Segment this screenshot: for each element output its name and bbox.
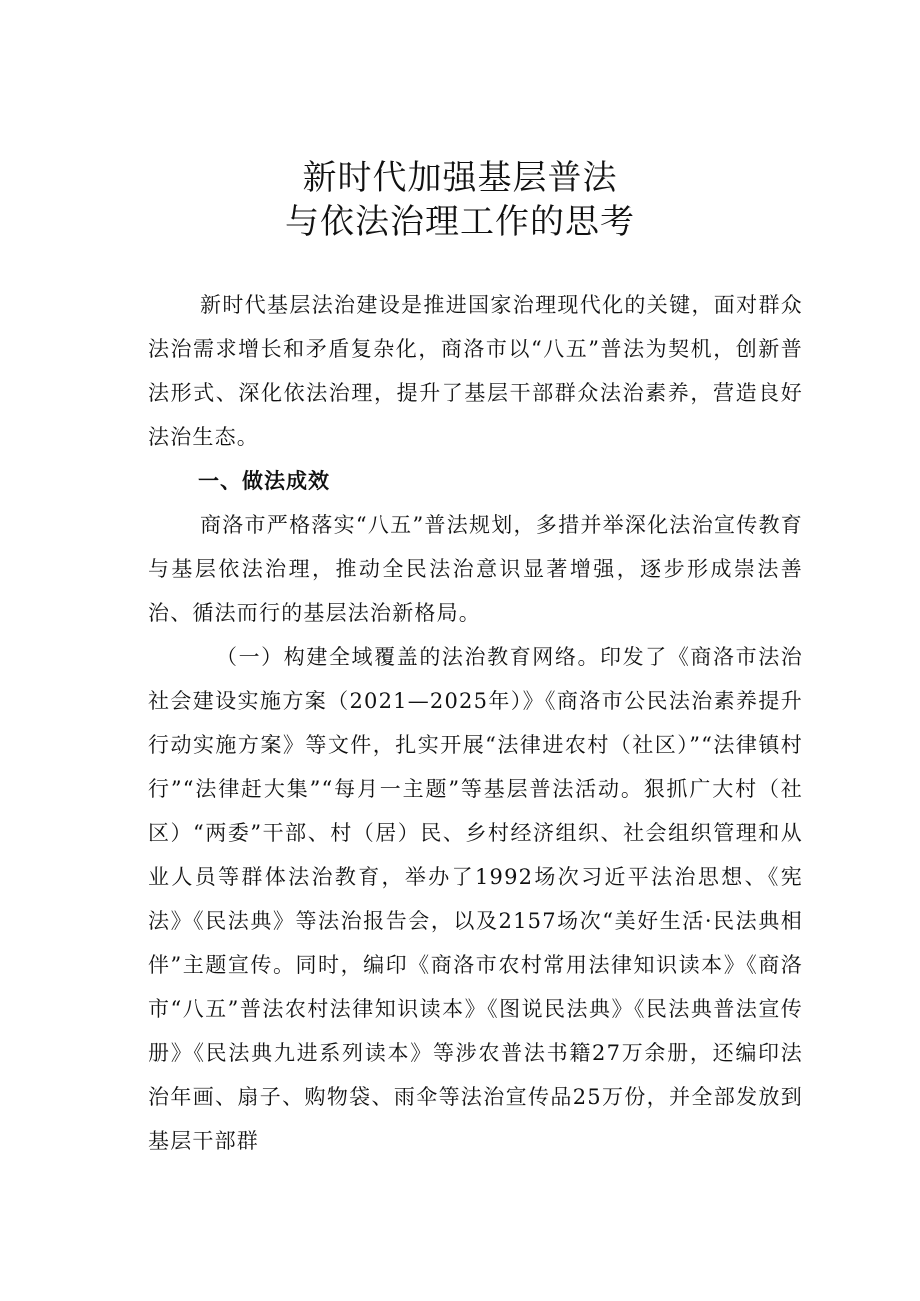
document-title-line-1: 新时代加强基层普法: [302, 158, 618, 198]
section-intro-paragraph: 商洛市严格落实“八五”普法规划，多措并举深化法治宣传教育与基层依法治理，推动全民法治意识显著增强，逐步形成崇法善治、循法而行的基层法治新格局。: [148, 513, 803, 625]
document-title-line-2: 与依法治理工作的思考: [285, 202, 635, 242]
intro-paragraph: 新时代基层法治建设是推进国家治理现代化的关键，面对群众法治需求增长和矛盾复杂化，商洛市以“八五”普法为契机，创新普法形式、深化依法治理，提升了基层干部群众法治素养，营造良好法治生态。: [148, 293, 803, 449]
subsection-paragraph: （一）构建全域覆盖的法治教育网络。印发了《商洛市法治社会建设实施方案（2021—2025年）》《商洛市公民法治素养提升行动实施方案》等文件，扎实开展“法律进农村（社区）”“法律镇村行”“法律赶大集”“每月一主题”等基层普法活动。狠抓广大村（社区）“两委”干部、村（居）民、乡村经济组织、社会组织管理和从业人员等群体法治教育，举办了1992场次习近平法治思想、《宪法》《民法典》等法治报告会，以及2157场次“美好生活·民法典相伴”主题宣传。同时，编印《商洛市农村常用法律知识读本》《商洛市“八五”普法农村法律知识读本》《图说民法典》《民法典普法宣传册》《民法典九进系列读本》等涉农普法书籍27万余册，还编印法治年画、扇子、购物袋、雨伞等法治宣传品25万份，并全部发放到基层干部群: [148, 645, 803, 1153]
section-heading: 一、做法成效: [198, 469, 330, 493]
